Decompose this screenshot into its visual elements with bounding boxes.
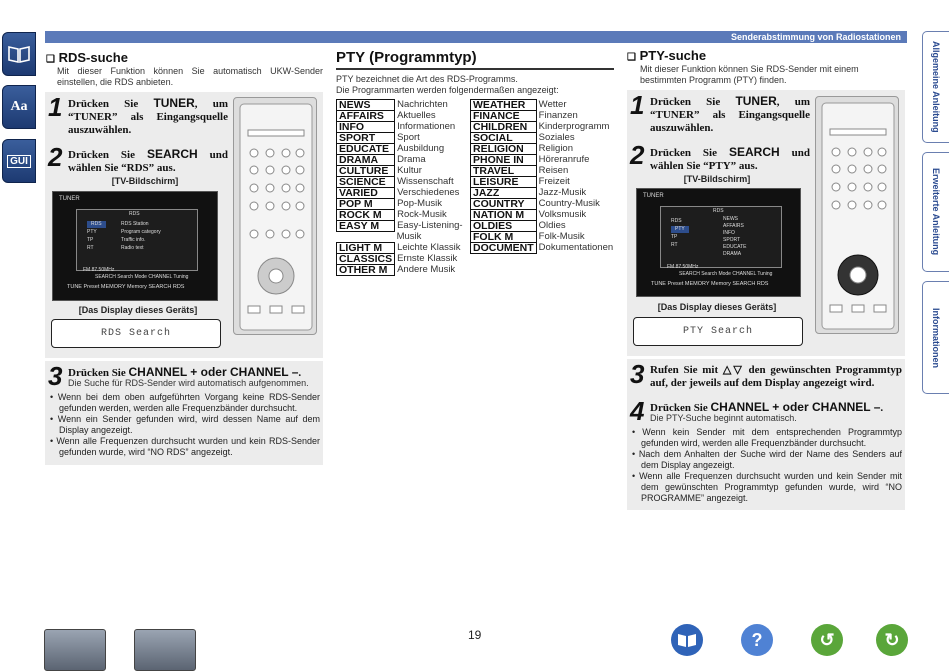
pty-meaning: Nachrichten — [397, 99, 448, 110]
left-nav — [0, 0, 38, 195]
pty-row — [337, 133, 465, 144]
pty-code: SCIENCE — [337, 177, 395, 188]
pty-meaning: Religion — [538, 143, 573, 154]
pty-code: EASY M — [337, 221, 395, 232]
rds-title: ❑ RDS-suche — [46, 50, 128, 65]
pty-meaning: Kinderprogramm — [538, 121, 610, 132]
pty-meaning: Freizeit — [538, 176, 570, 187]
pty-meaning: Soziales — [538, 132, 575, 143]
section-header: Senderabstimmung von Radiostationen — [45, 31, 907, 43]
pty-code: LEISURE — [471, 177, 537, 188]
pty-row — [337, 122, 465, 133]
pty-meaning: Aktuelles — [397, 110, 436, 121]
rds-step2-text: Drücken Sie SEARCH und wählen Sie “RDS” aus. — [68, 147, 229, 174]
pty-meaning: Folk-Musik — [538, 231, 585, 242]
pty-meaning: Höreranrufe — [538, 154, 590, 165]
pty-row — [471, 155, 616, 166]
pty-row — [471, 188, 616, 199]
tv-screen: TUNER RDS RDS PTY TP RT NEWS AFFAIRS INFO SPORT EDUCATE DRAMA FM 87.50MHz SEARCH Search Mode CHANNEL Tuning TUNE Preset MEMORY Memory SEARCH RDS — [636, 188, 801, 297]
pty-row — [337, 166, 465, 177]
pty-row — [337, 188, 465, 199]
device-thumbnail-remote[interactable] — [134, 629, 196, 671]
pty-row — [337, 199, 465, 210]
pty-code: OLDIES — [471, 221, 537, 232]
pty-code: FINANCE — [471, 111, 537, 122]
pty-steps-panel — [627, 90, 905, 356]
note-item: • Nach dem Anhalten der Suche wird der Name des Senders auf dem Display angezeigt. — [632, 449, 902, 470]
pty-row — [471, 177, 616, 188]
pty-code: TRAVEL — [471, 166, 537, 177]
pty-meaning: Jazz-Musik — [538, 187, 587, 198]
pty-row — [337, 242, 465, 253]
pty-row — [471, 100, 616, 111]
pty-code: SPORT — [337, 133, 395, 144]
pty-code: DOCUMENT — [471, 243, 537, 254]
pty-notes — [632, 427, 902, 504]
pty-meaning: Pop-Musik — [397, 198, 442, 209]
pty-meaning: Ausbildung — [397, 143, 445, 154]
pty-code — [337, 232, 395, 243]
pty-row — [471, 144, 616, 155]
pty-info-intro2: Die Programmarten werden folgendermaßen angezeigt: — [336, 85, 559, 95]
pty-info-title: PTY (Programmtyp) — [336, 49, 614, 70]
tv-label: [TV-Bildschirm] — [683, 174, 751, 184]
rds-window: RDS RDS PTY TP RT RDS Station Program category Traffic info. Radio text — [76, 209, 198, 271]
pty-code: VARIED — [337, 188, 395, 199]
pty-code: LIGHT M — [337, 242, 395, 253]
pty-row — [471, 122, 616, 133]
pty-code: ROCK M — [337, 210, 395, 221]
pty-step2-text: Drücken Sie SEARCH und wählen Sie “PTY” aus. — [650, 145, 811, 172]
pty-code: WEATHER — [471, 100, 537, 111]
pty-row — [337, 232, 465, 243]
pty-title: ❑ PTY-suche — [627, 48, 707, 63]
pty-code: DRAMA — [337, 155, 395, 166]
note-item: • Wenn ein Sender gefunden wird, wird dessen Name auf dem Display angezeigt. — [50, 414, 320, 435]
rds-window: RDS RDS PTY TP RT NEWS AFFAIRS INFO SPORT EDUCATE DRAMA — [660, 206, 782, 268]
pty-step34-panel — [627, 359, 905, 510]
display-label: [Das Display dieses Geräts] — [78, 305, 198, 315]
pty-code: FOLK M — [471, 232, 537, 243]
pty-row — [337, 144, 465, 155]
pty-code: EDUCATE — [337, 144, 395, 155]
rds-step3-panel — [45, 361, 323, 465]
pty-info-intro1: PTY bezeichnet die Art des RDS-Programms. — [336, 74, 518, 84]
pty-meaning: Verschiedenes — [397, 187, 460, 198]
display-label: [Das Display dieses Geräts] — [657, 302, 777, 312]
pty-code: PHONE IN — [471, 155, 537, 166]
pty-table-right — [470, 99, 616, 254]
tv-screen: TUNER RDS RDS PTY TP RT RDS Station Program category Traffic info. Radio text FM 87.50MHz SEARCH Search Mode CHANNEL Tuning TUNE Preset MEMORY Memory SEARCH RDS — [52, 191, 218, 301]
step-number: 1 — [630, 90, 645, 120]
step-number: 2 — [630, 140, 645, 170]
pty-code: SOCIAL — [471, 133, 537, 144]
pty-row — [337, 264, 465, 275]
pty-step1-text: Drücken Sie TUNER, um “TUNER” als Eingangsquelle auszuwählen. — [650, 94, 811, 134]
pty-row — [337, 221, 465, 232]
device-thumbnail-front[interactable] — [44, 629, 106, 671]
note-item: • Wenn kein Sender mit dem entsprechenden Programmtyp gefunden wird, werden alle Frequenzbänder durchsucht. — [632, 427, 902, 448]
note-item: • Wenn bei dem oben aufgeführten Vorgang keine RDS-Sender gefunden werden, werden alle Frequenzbänder durchsucht. — [50, 392, 321, 413]
pty-row — [471, 166, 616, 177]
remote-control — [233, 97, 317, 335]
pty-code: NEWS — [337, 100, 395, 111]
pty-row — [337, 155, 465, 166]
pty-step4-text: Drücken Sie CHANNEL + oder CHANNEL –. — [650, 400, 884, 414]
step-number: 1 — [48, 92, 63, 122]
tab-informationen[interactable]: Informationen — [922, 281, 949, 394]
pty-meaning: Andere Musik — [397, 263, 456, 275]
pty-meaning: Volksmusik — [538, 209, 587, 220]
pty-meaning: Ernste Klassik — [397, 252, 458, 264]
tab-erweiterte-anleitung[interactable]: Erweiterte Anleitung — [922, 152, 949, 272]
tv-label: [TV-Bildschirm] — [111, 176, 179, 186]
pty-meaning: Sport — [397, 132, 420, 143]
pty-code: CLASSICS — [337, 253, 395, 264]
pty-meaning: Finanzen — [538, 110, 578, 121]
step-number: 3 — [48, 361, 63, 391]
pty-code: NATION M — [471, 210, 537, 221]
pty-meaning: Wetter — [538, 99, 567, 110]
pty-meaning: Kultur — [397, 165, 422, 176]
pty-code: CHILDREN — [471, 122, 537, 133]
pty-intro: Mit dieser Funktion können Sie RDS-Sender mit einem bestimmten Programm (PTY) finden. — [640, 64, 859, 85]
pty-meaning: Wissenschaft — [397, 176, 454, 187]
back-icon[interactable]: ↺ — [811, 624, 843, 656]
pty-code: OTHER M — [337, 264, 395, 275]
step-number: 2 — [48, 142, 63, 172]
aa-font-button[interactable]: Aa — [2, 85, 36, 129]
pty-meaning: Leichte Klassik — [397, 241, 461, 253]
tab-allgemeine-anleitung[interactable]: Allgemeine Anleitung — [922, 31, 949, 143]
remote-control — [815, 96, 899, 334]
rds-step3-sub: Die Suche für RDS-Sender wird automatisch aufgenommen. — [68, 378, 309, 388]
pty-row — [471, 199, 616, 210]
pty-step3-text: Rufen Sie mit △▽ den gewünschten Programmtyp auf, der jeweils auf dem Display angezeigt wird. — [650, 364, 902, 389]
rds-intro: Mit dieser Funktion können Sie automatisch UKW-Sender einstellen, die RDS anbieten. — [57, 66, 323, 87]
note-item: • Wenn alle Frequenzen durchsucht wurden und kein Sender mit dem gewünschten Programmtyp gefunden wurde, wird “NO PROGRAMME” angezeigt. — [632, 471, 903, 503]
pty-meaning: Informationen — [397, 121, 456, 132]
pty-code: COUNTRY — [471, 199, 537, 210]
pty-row — [337, 210, 465, 221]
pty-row — [337, 253, 465, 264]
note-item: • Wenn alle Frequenzen durchsucht wurden und kein RDS-Sender gefunden wurde, wird “NO RDS” angezeigt. — [50, 436, 321, 457]
pty-meaning: Easy-Listening- — [397, 220, 463, 231]
pty-row — [471, 221, 616, 232]
pty-row — [471, 111, 616, 122]
rds-step3-text: Drücken Sie CHANNEL + oder CHANNEL –. — [68, 365, 302, 379]
unit-display: PTY Search — [633, 317, 803, 346]
pty-table-left — [336, 99, 465, 276]
pty-row — [337, 177, 465, 188]
rds-step1-text: Drücken Sie TUNER, um “TUNER” als Eingangsquelle auszuwählen. — [68, 96, 229, 136]
pty-row — [337, 100, 465, 111]
pty-meaning: Dokumentationen — [538, 242, 614, 253]
pty-code: POP M — [337, 199, 395, 210]
step-number: 4 — [630, 396, 645, 426]
step-number: 3 — [630, 359, 645, 389]
pty-code: RELIGION — [471, 144, 537, 155]
pty-meaning: Country-Musik — [538, 198, 600, 209]
unit-display: RDS Search — [51, 319, 221, 348]
gui-button[interactable]: GUI — [2, 139, 36, 183]
help-icon[interactable]: ? — [741, 624, 773, 656]
pty-meaning: Drama — [397, 154, 426, 165]
pty-code: JAZZ — [471, 188, 537, 199]
pty-row — [471, 210, 616, 221]
pty-code: CULTURE — [337, 166, 395, 177]
pty-code: INFO — [337, 122, 395, 133]
pty-meaning: Reisen — [538, 165, 569, 176]
pty-meaning: Oldies — [538, 220, 566, 231]
pty-row — [471, 232, 616, 243]
book-icon[interactable] — [671, 624, 703, 656]
pty-row — [471, 133, 616, 144]
pty-code: AFFAIRS — [337, 111, 395, 122]
rds-steps-panel — [45, 92, 323, 358]
pty-row — [337, 111, 465, 122]
forward-icon[interactable]: ↻ — [876, 624, 908, 656]
pty-step4-sub: Die PTY-Suche beginnt automatisch. — [650, 413, 797, 423]
rds-notes — [50, 392, 320, 458]
pty-meaning: Musik — [396, 230, 422, 242]
pty-meaning: Rock-Musik — [397, 209, 447, 220]
manual-book-icon[interactable] — [2, 32, 36, 76]
pty-row — [471, 243, 616, 254]
page-number: 19 — [468, 628, 482, 642]
